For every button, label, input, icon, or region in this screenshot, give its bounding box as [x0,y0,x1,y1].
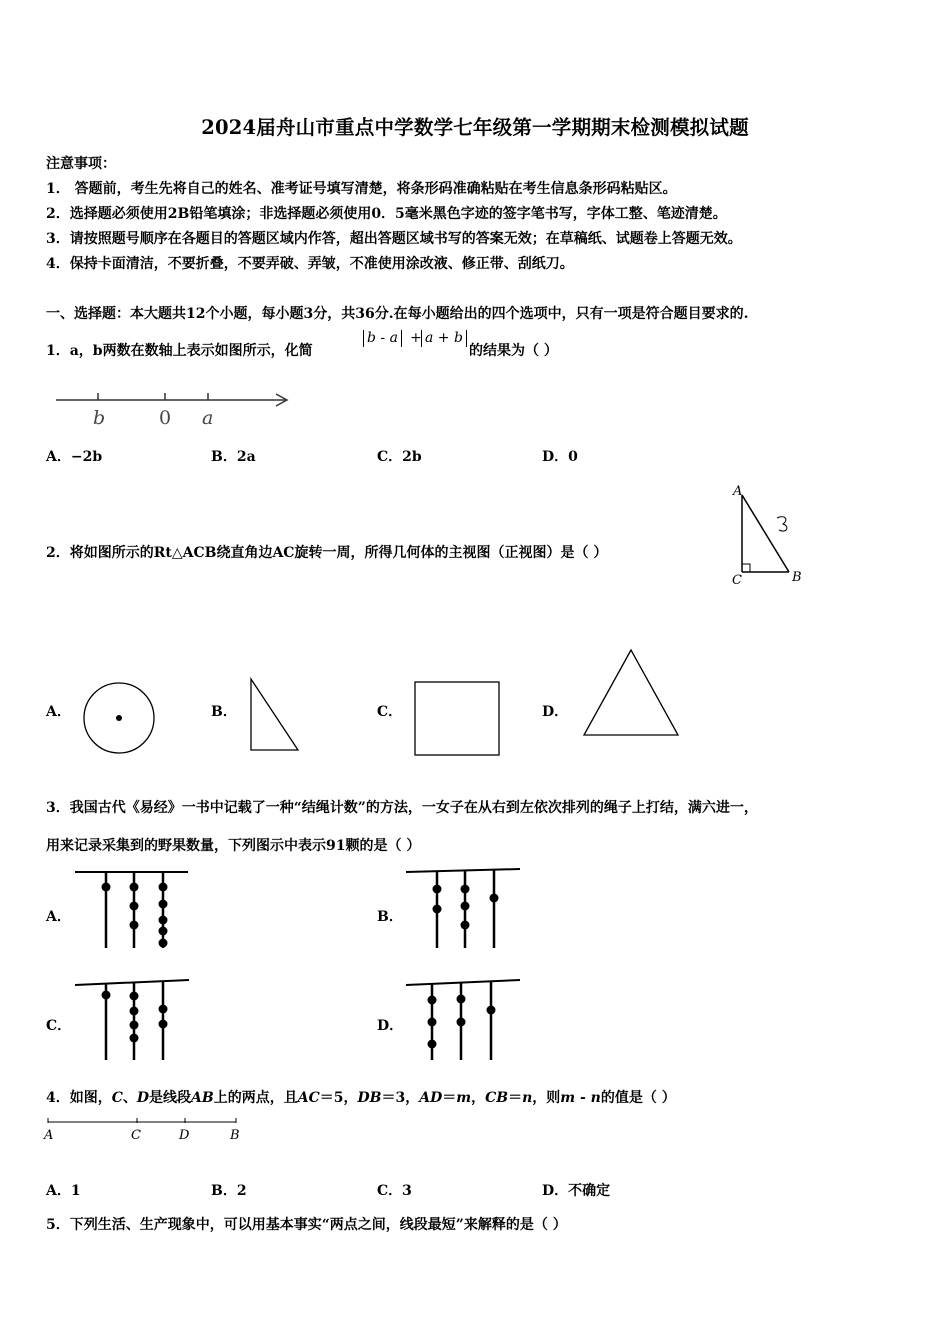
notice-item-1: 1． 答题前，考生先将自己的姓名、准考证号填写清楚，将条形码准确粘贴在考生信息条形码粘贴区。 [46,181,677,197]
q3-text-line1: 3．我国古代《易经》一书中记载了一种“结绳计数”的方法，一女子在从右到左依次排列的绳子上打结，满六进一， [46,800,758,816]
q4-eq2: ＝ [508,1090,523,1106]
q2-option-c[interactable]: C． [377,704,403,720]
notice-item-2: 2．选择题必须使用2B铅笔填涂；非选择题必须使用0．5毫米黑色字迹的签字笔书写，字体工整、笔迹清楚。 [46,206,727,222]
q1-option-b[interactable]: B．2a [211,449,256,465]
q3-option-b-knots[interactable] [403,866,525,954]
q4-text [46,1087,676,1107]
q4-then: ，则 [532,1090,561,1106]
q3-option-a[interactable]: A． [46,909,71,925]
q3-option-b[interactable]: B． [377,909,403,925]
q4-option-a[interactable]: A．1 [46,1183,81,1199]
q4-option-b[interactable]: B．2 [211,1183,247,1199]
q1-number-line [50,385,295,430]
notice-heading: 注意事项： [46,156,116,172]
q4-c: C [111,1090,123,1106]
q1-option-d[interactable]: D．0 [542,449,578,465]
q4-cb: CB [485,1090,509,1106]
q4-sep1: 、 [122,1090,137,1106]
q3-option-c-knots[interactable] [72,974,194,1064]
q4-m: m [456,1090,472,1106]
q1-label-a: a [202,407,214,429]
q4-db: DB [357,1090,382,1106]
q4-point-d: D [179,1128,190,1143]
q1-label-0: 0 [159,407,172,429]
q2-option-a[interactable]: A． [46,704,71,720]
q4-pre: 4．如图， [46,1090,112,1106]
page-title: 2024届舟山市重点中学数学七年级第一学期期末检测模拟试题 [201,116,749,139]
q2-text: 2．将如图所示的Rt△ACB绕直角边AC旋转一周，所得几何体的主视图（正视图）是（ ） [46,545,608,561]
q4-d: D [136,1090,150,1106]
q2-label-b: B [792,570,802,585]
q2-option-b-triangle[interactable] [245,675,305,755]
q4-point-b: B [230,1128,240,1143]
q4-point-a: A [44,1128,54,1143]
q1-text-post: 的结果为（ ） [469,343,558,359]
q4-point-c: C [131,1128,141,1143]
q4-v2: ＝3， [381,1090,420,1106]
q3-option-d-knots[interactable] [403,974,525,1064]
q4-post: 的值是（ ） [600,1090,676,1106]
q4-ad: AD [419,1090,443,1106]
q4-mid1: 是线段 [149,1090,192,1106]
q4-mid2: 上的两点，且 [213,1090,298,1106]
q4-option-d[interactable]: D．不确定 [542,1183,611,1199]
q1-label-b: b [93,407,106,429]
q4-ab: AB [191,1090,214,1106]
q1-text-pre: 1．a，b两数在数轴上表示如图所示，化简 [46,343,313,359]
q4-comma1: ， [471,1090,486,1106]
notice-item-3: 3．请按照题号顺序在各题目的答题区域内作答，超出答题区域书写的答案无效；在草稿纸、试题卷上答题无效。 [46,231,742,247]
q3-option-d[interactable]: D． [377,1018,404,1034]
q3-text-line2: 用来记录采集到的野果数量，下列图示中表示91颗的是（ ） [46,838,421,854]
q2-label-c: C [732,573,742,588]
q2-label-a: A [733,484,743,499]
q4-v1: ＝5， [319,1090,358,1106]
q2-option-d[interactable]: D． [542,704,569,720]
q1-option-a[interactable]: A．−2b [46,449,103,465]
section-heading: 一、选择题：本大题共12个小题，每小题3分，共36分.在每小题给出的四个选项中，只有一项是符合题目要求的. [46,306,749,322]
q2-option-a-circle[interactable] [80,680,160,760]
q1-abs-a-plus-b: a + b [421,330,467,347]
notice-item-4: 4．保持卡面清洁，不要折叠，不要弄破、弄皱，不准使用涂改液、修正带、刮纸刀。 [46,256,574,272]
q1-option-c[interactable]: C．2b [377,449,422,465]
q4-segment-diagram [40,1114,250,1146]
q1-abs-b-minus-a: b - a [363,330,402,347]
q4-eq1: ＝ [442,1090,457,1106]
q4-n: n [522,1090,533,1106]
q2-option-d-triangle[interactable] [580,646,685,741]
q4-option-c[interactable]: C．3 [377,1183,412,1199]
q2-right-triangle [725,480,815,590]
q4-ac: AC [297,1090,320,1106]
q2-option-c-rectangle[interactable] [410,678,505,760]
q4-expr: m - n [560,1090,601,1106]
q1-plus: + [410,330,422,346]
q5-text: 5．下列生活、生产现象中，可以用基本事实“两点之间，线段最短”来解释的是（ ） [46,1217,567,1233]
q3-option-a-knots[interactable] [72,866,194,954]
q2-option-b[interactable]: B． [211,704,237,720]
q3-option-c[interactable]: C． [46,1018,72,1034]
